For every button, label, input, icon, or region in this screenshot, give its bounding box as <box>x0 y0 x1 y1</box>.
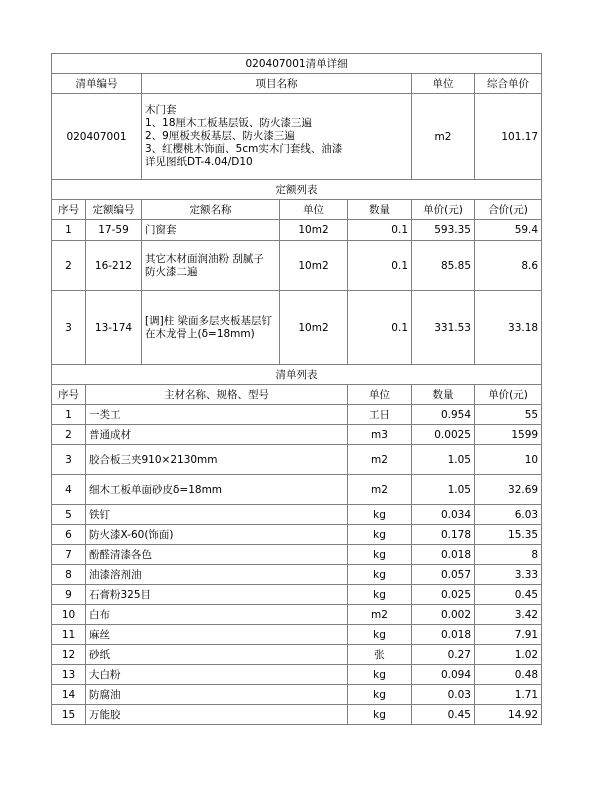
quota-header-unit: 单位 <box>280 200 348 220</box>
item-name-line: 1、18厘木工板基层钣、防火漆三遍 <box>145 117 313 129</box>
material-row <box>52 475 542 505</box>
material-price: 14.92 <box>475 705 542 725</box>
material-name: 石膏粉325目 <box>86 585 348 605</box>
material-unit: kg <box>348 545 412 565</box>
quota-price: 593.35 <box>412 220 475 241</box>
material-price: 1599 <box>475 425 542 445</box>
material-no: 9 <box>52 585 86 605</box>
material-name: 一类工 <box>86 405 348 425</box>
material-unit: m2 <box>348 445 412 475</box>
material-row <box>52 425 542 445</box>
material-qty: 0.057 <box>412 565 475 585</box>
material-no: 10 <box>52 605 86 625</box>
quota-no: 3 <box>52 291 86 365</box>
item-price: 101.17 <box>475 94 542 180</box>
quota-row <box>52 241 542 291</box>
quota-header-code: 定额编号 <box>86 200 142 220</box>
material-price: 55 <box>475 405 542 425</box>
quota-header-no: 序号 <box>52 200 86 220</box>
material-name: 防腐油 <box>86 685 348 705</box>
material-unit: kg <box>348 565 412 585</box>
materials-header-unit: 单位 <box>348 385 412 405</box>
quota-price: 331.53 <box>412 291 475 365</box>
material-price: 8 <box>475 545 542 565</box>
material-name: 胶合板三夹910×2130mm <box>86 445 348 475</box>
material-qty: 0.45 <box>412 705 475 725</box>
item-name-line: 3、红樱桃木饰面、5cm实木门套线、油漆 <box>145 143 343 155</box>
quota-code: 16-212 <box>86 241 142 291</box>
material-price: 32.69 <box>475 475 542 505</box>
material-qty: 0.27 <box>412 645 475 665</box>
quota-row <box>52 220 542 241</box>
material-no: 11 <box>52 625 86 645</box>
quota-header-price: 单价(元) <box>412 200 475 220</box>
quota-unit: 10m2 <box>280 291 348 365</box>
material-unit: 工日 <box>348 405 412 425</box>
materials-header-no: 序号 <box>52 385 86 405</box>
material-qty: 0.094 <box>412 665 475 685</box>
material-name: 万能胶 <box>86 705 348 725</box>
material-no: 7 <box>52 545 86 565</box>
quota-total: 33.18 <box>475 291 542 365</box>
material-unit: kg <box>348 585 412 605</box>
material-no: 13 <box>52 665 86 685</box>
material-unit: 张 <box>348 645 412 665</box>
materials-section-title: 清单列表 <box>52 365 542 385</box>
item-name-line: 详见图纸DT-4.04/D10 <box>145 156 253 168</box>
material-qty: 0.178 <box>412 525 475 545</box>
header-code: 清单编号 <box>52 74 142 94</box>
material-name: 细木工板单面砂皮δ=18mm <box>86 475 348 505</box>
material-unit: kg <box>348 665 412 685</box>
quota-header-qty: 数量 <box>348 200 412 220</box>
material-unit: m2 <box>348 605 412 625</box>
material-price: 0.45 <box>475 585 542 605</box>
quota-header-total: 合价(元) <box>475 200 542 220</box>
material-no: 12 <box>52 645 86 665</box>
material-unit: kg <box>348 685 412 705</box>
material-qty: 0.002 <box>412 605 475 625</box>
quota-row <box>52 291 542 365</box>
material-qty: 0.954 <box>412 405 475 425</box>
material-qty: 0.025 <box>412 585 475 605</box>
material-no: 6 <box>52 525 86 545</box>
quota-unit: 10m2 <box>280 241 348 291</box>
material-qty: 0.018 <box>412 545 475 565</box>
materials-header-price: 单价(元) <box>475 385 542 405</box>
material-qty: 0.018 <box>412 625 475 645</box>
material-qty: 0.0025 <box>412 425 475 445</box>
material-name: 酚醛清漆各色 <box>86 545 348 565</box>
material-name: 防火漆X-60(饰面) <box>86 525 348 545</box>
material-name: 普通成材 <box>86 425 348 445</box>
quota-section-title: 定额列表 <box>52 180 542 200</box>
material-price: 0.48 <box>475 665 542 685</box>
material-name: 麻丝 <box>86 625 348 645</box>
quota-no: 2 <box>52 241 86 291</box>
quota-name: [调]柱 梁面多层夹板基层钉在木龙骨上(δ=18mm) <box>142 291 280 365</box>
quota-code: 13-174 <box>86 291 142 365</box>
quota-price: 85.85 <box>412 241 475 291</box>
quota-code: 17-59 <box>86 220 142 241</box>
material-price: 1.02 <box>475 645 542 665</box>
material-price: 3.33 <box>475 565 542 585</box>
material-price: 6.03 <box>475 505 542 525</box>
material-row <box>52 505 542 525</box>
quota-total: 59.4 <box>475 220 542 241</box>
material-row <box>52 545 542 565</box>
item-name <box>142 94 412 180</box>
quota-unit: 10m2 <box>280 220 348 241</box>
material-no: 5 <box>52 505 86 525</box>
header-price: 综合单价 <box>475 74 542 94</box>
material-qty: 0.034 <box>412 505 475 525</box>
material-unit: kg <box>348 505 412 525</box>
material-unit: m2 <box>348 475 412 505</box>
material-no: 4 <box>52 475 86 505</box>
material-row <box>52 665 542 685</box>
material-row <box>52 525 542 545</box>
quota-qty: 0.1 <box>348 291 412 365</box>
material-name: 大白粉 <box>86 665 348 685</box>
material-unit: kg <box>348 705 412 725</box>
bill-detail-sheet <box>51 53 541 725</box>
quota-header-name: 定额名称 <box>142 200 280 220</box>
material-price: 7.91 <box>475 625 542 645</box>
material-qty: 1.05 <box>412 445 475 475</box>
material-unit: kg <box>348 525 412 545</box>
material-unit: m3 <box>348 425 412 445</box>
material-no: 14 <box>52 685 86 705</box>
quota-name: 门窗套 <box>142 220 280 241</box>
material-row <box>52 405 542 425</box>
material-row <box>52 585 542 605</box>
material-row <box>52 685 542 705</box>
material-price: 15.35 <box>475 525 542 545</box>
material-qty: 0.03 <box>412 685 475 705</box>
quota-qty: 0.1 <box>348 220 412 241</box>
material-no: 15 <box>52 705 86 725</box>
item-name-line: 2、9厘板夹板基层、防火漆三遍 <box>145 130 295 142</box>
material-unit: kg <box>348 625 412 645</box>
material-name: 铁钉 <box>86 505 348 525</box>
bill-detail-table <box>51 53 542 725</box>
materials-header-qty: 数量 <box>412 385 475 405</box>
material-name: 白布 <box>86 605 348 625</box>
material-no: 3 <box>52 445 86 475</box>
header-name: 项目名称 <box>142 74 412 94</box>
material-price: 3.42 <box>475 605 542 625</box>
material-no: 1 <box>52 405 86 425</box>
quota-qty: 0.1 <box>348 241 412 291</box>
sheet-title: 020407001清单详细 <box>52 54 542 74</box>
material-row <box>52 565 542 585</box>
materials-header-name: 主材名称、规格、型号 <box>86 385 348 405</box>
material-name: 砂纸 <box>86 645 348 665</box>
header-unit: 单位 <box>412 74 475 94</box>
item-unit: m2 <box>412 94 475 180</box>
material-row <box>52 445 542 475</box>
material-price: 10 <box>475 445 542 475</box>
item-name-line: 木门套 <box>145 104 177 116</box>
material-no: 2 <box>52 425 86 445</box>
material-name: 油漆溶剂油 <box>86 565 348 585</box>
quota-total: 8.6 <box>475 241 542 291</box>
quota-name: 其它木材面润油粉 刮腻子 防火漆二遍 <box>142 241 280 291</box>
material-row <box>52 705 542 725</box>
material-row <box>52 645 542 665</box>
material-row <box>52 625 542 645</box>
material-row <box>52 605 542 625</box>
material-qty: 1.05 <box>412 475 475 505</box>
item-code: 020407001 <box>52 94 142 180</box>
material-no: 8 <box>52 565 86 585</box>
quota-no: 1 <box>52 220 86 241</box>
material-price: 1.71 <box>475 685 542 705</box>
